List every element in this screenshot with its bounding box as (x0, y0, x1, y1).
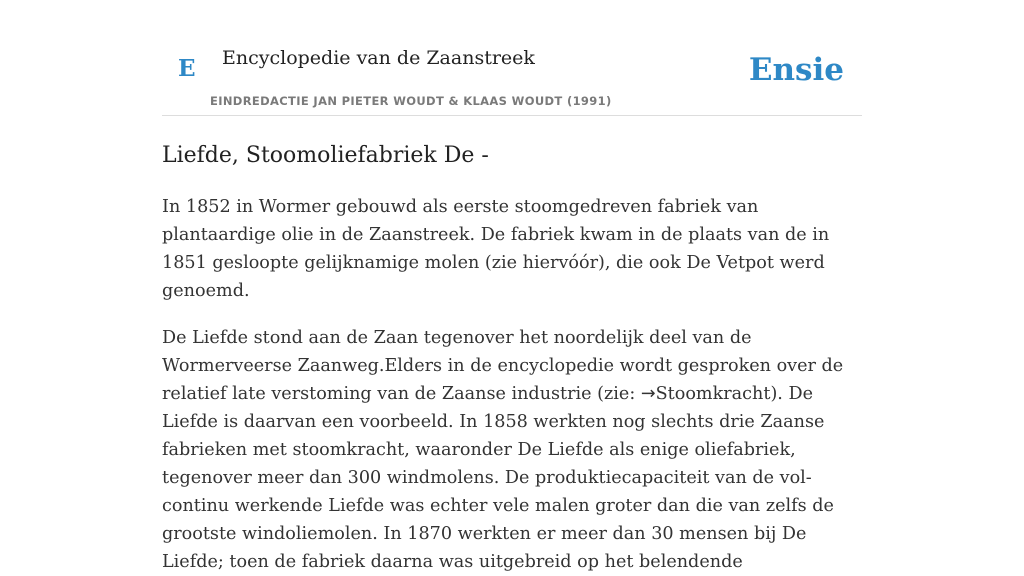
site-title: Encyclopedie van de Zaanstreek (222, 47, 535, 69)
paragraph-text-before-link: De Liefde stond aan de Zaan tegenover het noordelijk deel van de Wormerveerse Zaanweg.Elders in de encyclopedie wordt gesproken over de relatief late verstoming van de Zaanse industrie (zie: (162, 328, 844, 404)
site-subtitle: EINDREDACTIE JAN PIETER WOUDT & KLAAS WOUDT (1991) (210, 94, 612, 108)
site-logo-link[interactable]: E (178, 55, 196, 82)
stoomkracht-link-label: Stoomkracht (655, 384, 771, 404)
article-page (162, 0, 862, 572)
ensie-brand-link[interactable]: Ensie (748, 52, 844, 88)
paragraph-text-after-link: ). De Liefde is daarvan een voorbeeld. In 1858 werkten nog slechts drie Zaanse fabrieken met stoomkracht, waaronder De Liefde als enige oliefabriek, tegenover meer dan 300 windmolens. De produktiecapaciteit van de vol-continu werkende Liefde was echter vele malen groter dan die van zelfs de grootste windoliemolen. In 1870 werkten er meer dan 30 mensen bij De Liefde; toen de fabriek daarna was uitgebreid op het belendende (162, 384, 834, 572)
cross-reference-arrow-icon: → (640, 384, 656, 404)
site-header (162, 0, 862, 116)
stoomkracht-reference-link[interactable] (641, 384, 771, 404)
article-paragraph-1: In 1852 in Wormer gebouwd als eerste stoomgedreven fabriek van plantaardige olie in de Zaanstreek. De fabriek kwam in de plaats van de in 1851 gesloopte gelijknamige molen (zie hiervóór), die ook De Vetpot werd genoemd. (162, 197, 830, 301)
article-title: Liefde, Stoomoliefabriek De - (162, 143, 489, 168)
article-paragraph-2 (162, 324, 862, 576)
